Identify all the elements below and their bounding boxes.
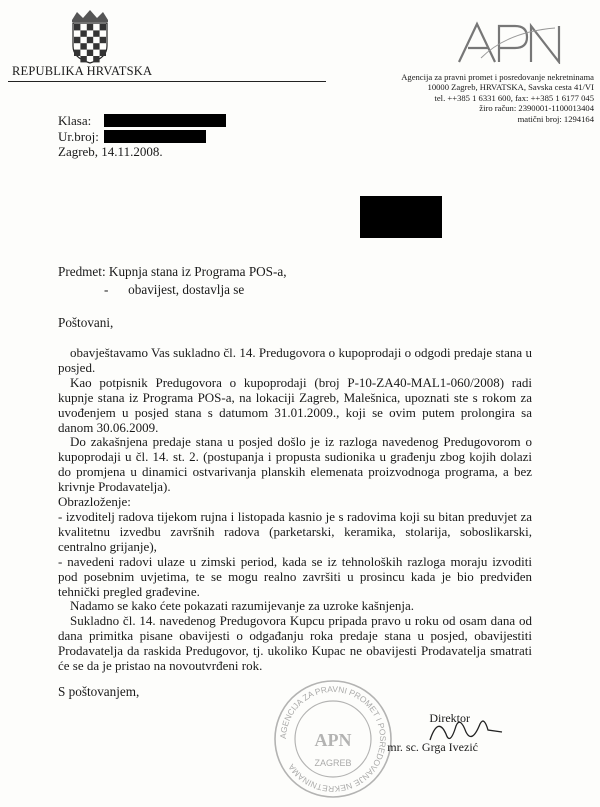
agency-registration: matični broj: 1294164 <box>517 113 594 124</box>
signature-block <box>356 711 478 755</box>
croatian-coat-of-arms-icon <box>70 8 110 64</box>
header-rule <box>8 81 326 82</box>
closing: S poštovanjem, <box>58 684 140 699</box>
paragraph-reason-2: - navedeni radovi ulaze u zimski period, kada se iz tehnoloških razloga moraju izvoditi pod posebnim uvjetima, te se mogu realno završiti u prosincu kada je bio predviđen tehnički pregled građevine. <box>58 553 532 599</box>
subject <box>58 263 287 299</box>
subject-line-2: - obavijest, dostavlja se <box>104 282 245 297</box>
document-meta <box>58 113 226 160</box>
paragraph-contract: Kao potpisnik Predugovora o kupoprodaji (broj P-10-ZA40-MAL1-060/2008) radi kupnje stana iz Programa POS-a, na lokaciji Zagreb, Malešnica, upoznati ste s rokom za uvođenjem u posjed stana s datumom 31.01.2009., koji se ovim putem prolongira sa danom 30.06.2009. <box>58 374 532 435</box>
agency-address <box>372 72 594 124</box>
agency-account: žiro račun: 2390001-1100013404 <box>479 103 594 114</box>
stamp-city: ZAGREB <box>314 758 352 768</box>
agency-name: Agencija za pravni promet i posredovanje nekretninama <box>401 72 594 82</box>
letter-body <box>58 346 532 674</box>
urbroj-redaction <box>104 130 206 143</box>
paragraph-notice: obavještavamo Vas sukladno čl. 14. Predugovora o kupoprodaji o odgodi predaje stana u posjed. <box>58 345 532 375</box>
paragraph-reason-1: - izvoditelj radova tijekom rujna i listopada kasnio je s radovima koji su bitan preduvjet za kvalitetnu izvedbu završnih radova (parketarski, keramika, stolarija, soboslikarski, centralno grijanje), <box>58 508 532 554</box>
klasa-label: Klasa: <box>58 113 92 128</box>
klasa-redaction <box>104 114 226 127</box>
paragraph-delay-reason: Do zakašnjena predaje stana u posjed došlo je iz razloga navedenog Predugovorom o kupoprodaji u čl. 14. st. 2. (postupanja i propusta sudionika u građenju zbog kojih dolazi do promjena u dinamici ostvarivanja planskih elemenata proizvodnoga programa, a bez krivnje Prodavatelja). <box>58 434 532 495</box>
stamp-ring-text: AGENCIJA ZA PRAVNI PROMET I POSREDOVANJE NEKRETNINAMA <box>277 683 389 795</box>
agency-address-line: 10000 Zagreb, HRVATSKA, Savska cesta 41/VI <box>427 82 594 93</box>
signatory-name: mr. sc. Grga Ivezić <box>387 740 478 754</box>
country-name: REPUBLIKA HRVATSKA <box>12 64 153 78</box>
subject-line-1: Kupnja stana iz Programa POS-a, <box>108 264 287 279</box>
apn-logo-icon <box>455 18 567 64</box>
subject-label: Predmet: <box>58 264 106 279</box>
paragraph-explanation-heading: Obrazloženje: <box>58 494 131 510</box>
recipient-redaction <box>360 196 442 238</box>
urbroj-label: Ur.broj: <box>58 128 99 144</box>
paragraph-understanding: Nadamo se kako ćete pokazati razumijevanje za uzroke kašnjenja. <box>70 598 414 614</box>
stamp-logo: APN <box>314 730 352 750</box>
signatory-role: Direktor <box>429 711 470 725</box>
paragraph-buyer-rights: Sukladno čl. 14. navedenog Predugovora Kupcu pripada pravo u roku od osam dana od dana primitka pisane obavijesti o odgađanju roka predaje stana u posjed, obavijestiti Prodavatelja da raskida Predugovor, tj. ukoliko Kupac ne obavijesti Prodavatelja smatrati će se da je pristao na novoutvrđeni rok. <box>58 613 532 674</box>
agency-phone: tel. ++385 1 6331 600, fax: ++385 1 6177 045 <box>434 92 594 103</box>
date-line: Zagreb, 14.11.2008. <box>58 144 163 160</box>
salutation: Poštovani, <box>58 315 114 330</box>
